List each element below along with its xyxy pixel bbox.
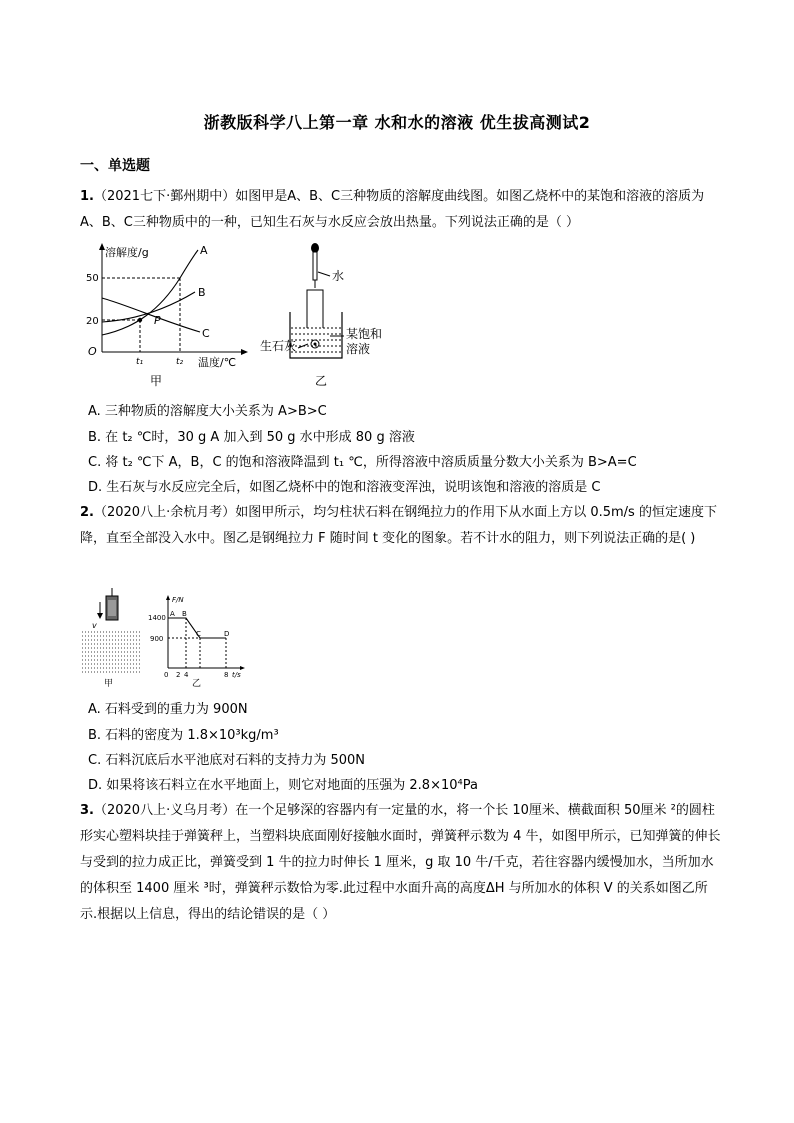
question-text: （2021七下·鄞州期中）如图甲是A、B、C三种物质的溶解度曲线图。如图乙烧杯中的某饱和溶液的溶质为A、B、C三种物质中的一种，已知生石灰与水反应会放出热量。下列说法正确的是（ ）: [80, 189, 705, 230]
label-c: C: [202, 327, 210, 340]
section-heading: 一、单选题: [80, 158, 150, 174]
point-d: D: [224, 630, 230, 638]
label-b: B: [198, 286, 206, 299]
question-2: [80, 500, 722, 552]
xlabel: 温度/℃: [198, 356, 237, 369]
point-b: B: [182, 610, 187, 618]
tick-4: 4: [184, 671, 189, 679]
curve-b: [102, 292, 195, 322]
option-c: C. 将 t₂ ℃下 A，B，C 的饱和溶液降温到 t₁ ℃，所得溶液中溶质质量分数大小关系为 B>A=C: [88, 455, 637, 470]
option-a: A. 石料受到的重力为 900N: [88, 702, 248, 717]
point-p-dot: [138, 318, 142, 322]
velocity-label: v: [92, 621, 97, 630]
question-3: [80, 798, 722, 928]
solution-label-2: 溶液: [346, 342, 371, 356]
question-1: [80, 184, 722, 236]
tick-1400: 1400: [148, 614, 166, 622]
solution-label-1: 某饱和: [346, 327, 383, 341]
lime-label: 生石灰: [260, 339, 297, 353]
tick-900: 900: [150, 635, 164, 643]
tick-t2: t₂: [176, 357, 184, 367]
figure-caption: 乙: [315, 374, 328, 388]
tick-50: 50: [86, 273, 99, 284]
figure-caption: 乙: [192, 679, 202, 689]
question-text: （2020八上·余杭月考）如图甲所示，均匀柱状石料在钢绳拉力的作用下从水面上方以 0.5m/s 的恒定速度下降，直至全部没入水中。图乙是钢绳拉力 F 随时间 t 变化的图象。若不计水的阻力，则下列说法正确的是( ): [80, 505, 717, 546]
point-a: A: [170, 610, 175, 618]
option-a: A. 三种物质的溶解度大小关系为 A>B>C: [88, 404, 327, 419]
page-title: 浙教版科学八上第一章 水和水的溶液 优生拔高测试2: [203, 113, 591, 132]
tick-8: 8: [224, 671, 229, 679]
tick-t1: t₁: [136, 357, 144, 367]
option-c: C. 石料沉底后水平池底对石料的支持力为 500N: [88, 753, 366, 768]
tick-2: 2: [176, 671, 181, 679]
curve-c: [102, 298, 200, 332]
figure-caption: 甲: [104, 679, 114, 688]
force-time-graph: [148, 590, 248, 690]
point-c: C: [196, 630, 201, 638]
question-number: 1.: [80, 189, 94, 204]
option-d: D. 生石灰与水反应完全后，如图乙烧杯中的饱和溶液变浑浊，说明该饱和溶液的溶质是 C: [88, 480, 601, 495]
water-label: 水: [332, 269, 345, 283]
question-text: （2020八上·义乌月考）在一个足够深的容器内有一定量的水，将一个长 10厘米、横截面积 50厘米 ²的圆柱形实心塑料块挂于弹簧秤上，当塑料块底面刚好接触水面时，弹簧秤示数为 4 牛，如图甲所示，已知弹簧的伸长与受到的拉力成正比，弹簧受到 1 牛的拉力时伸长 1 厘米，g 取 10 牛/千克，若往容器内缓慢加水，当所加水的体积至 1400 厘米 ³时，弹簧秤示数恰为零.此过程中水面升高的高度ΔH 与所加水的体积 V 的关系如图乙所示.根据以上信息，得出的结论错误的是（ ）: [80, 803, 721, 922]
label-a: A: [200, 244, 208, 257]
point-p: P: [154, 314, 161, 327]
option-b: B. 在 t₂ ℃时，30 g A 加入到 50 g 水中形成 80 g 溶液: [88, 430, 415, 445]
curve-a: [102, 250, 198, 335]
figure-caption: 甲: [150, 374, 163, 388]
solubility-chart: [80, 240, 260, 390]
origin-label: O: [88, 345, 97, 358]
x-axis-label: t/s: [232, 671, 241, 679]
option-d: D. 如果将该石料立在水平地面上，则它对地面的压强为 2.8×10⁴Pa: [88, 778, 478, 793]
tick-0: 0: [164, 671, 169, 679]
y-axis-label: F/N: [172, 596, 184, 604]
option-b: B. 石料的密度为 1.8×10³kg/m³: [88, 728, 279, 743]
tick-20: 20: [86, 316, 99, 327]
question-number: 3.: [80, 803, 94, 818]
question-number: 2.: [80, 505, 94, 520]
ylabel: 溶解度/g: [105, 246, 149, 259]
beaker-diagram: [260, 240, 400, 390]
stone-water-diagram: [80, 588, 140, 688]
